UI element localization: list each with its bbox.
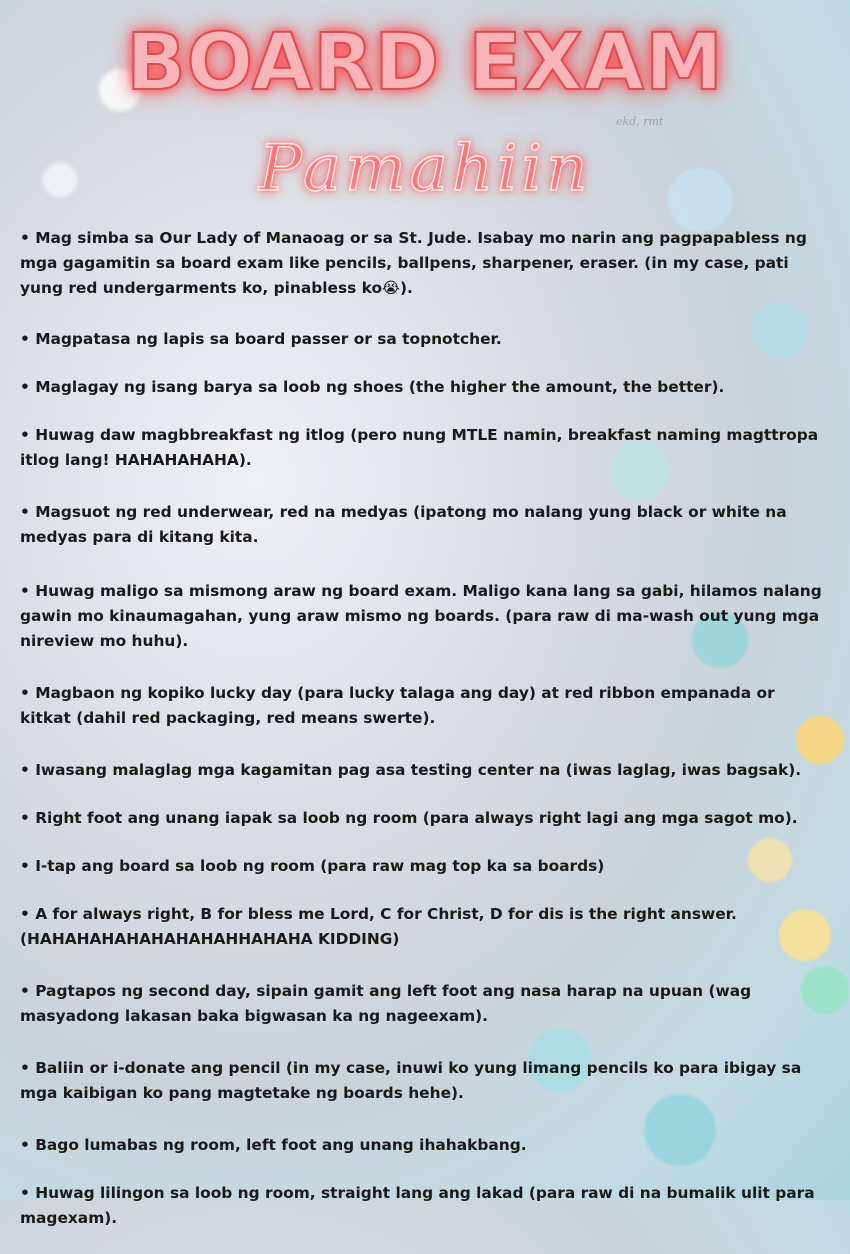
list-item: • Right foot ang unang iapak sa loob ng room (para always right lagi ang mga sagot mo).	[20, 809, 798, 827]
list-item: • Magpatasa ng lapis sa board passer or sa topnotcher.	[20, 330, 502, 348]
list-item: • I-tap ang board sa loob ng room (para raw mag top ka sa boards)	[20, 857, 605, 875]
list-item: • Bago lumabas ng room, left foot ang unang ihahakbang.	[20, 1136, 527, 1154]
page-title: BOARD EXAM	[126, 18, 724, 108]
superstition-list	[20, 226, 830, 1254]
list-item: • Huwag maligo sa mismong araw ng board exam. Maligo kana lang sa gabi, hilamos nalang gawin mo kinaumagahan, yung araw mismo ng boards. (para raw di ma-wash out yung mga nireview mo huhu).	[20, 582, 822, 650]
list-item: • Baliin or i-donate ang pencil (in my case, inuwi ko yung limang pencils ko para ibigay sa mga kaibigan ko pang magtetake ng boards hehe).	[20, 1059, 802, 1102]
list-item: • Iwasang malaglag mga kagamitan pag asa testing center na (iwas laglag, iwas bagsak).	[20, 761, 802, 779]
list-item: • Magbaon ng kopiko lucky day (para lucky talaga ang day) at red ribbon empanada or kitkat (dahil red packaging, red means swerte).	[20, 684, 775, 727]
list-item: • Magsuot ng red underwear, red na medyas (ipatong mo nalang yung black or white na medyas para di kitang kita.	[20, 503, 787, 546]
list-item: • Maglagay ng isang barya sa loob ng shoes (the higher the amount, the better).	[20, 378, 725, 396]
list-item: • Huwag lilingon sa loob ng room, straight lang ang lakad (para raw di na bumalik ulit para magexam).	[20, 1184, 815, 1227]
author-credit: ekd, rmt	[616, 115, 664, 128]
page-subtitle: Pamahiin	[258, 132, 592, 206]
list-item: • Pagtapos ng second day, sipain gamit ang left foot ang nasa harap na upuan (wag masyadong lakasan baka bigwasan ka ng nageexam).	[20, 982, 752, 1025]
title-container	[0, 18, 850, 108]
list-item: • A for always right, B for bless me Lord, C for Christ, D for dis is the right answer. (HAHAHAHAHAHAHAHAHHAHAHA KIDDING)	[20, 905, 737, 948]
list-item: • Mag simba sa Our Lady of Manaoag or sa St. Jude. Isabay mo narin ang pagpapabless ng mga gagamitin sa board exam like pencils, ballpens, sharpener, eraser. (in my case, pati yung red undergarments ko, pinabless ko😭).	[20, 229, 807, 297]
list-item: • Huwag daw magbbreakfast ng itlog (pero nung MTLE namin, breakfast naming magttropa itlog lang! HAHAHAHAHA).	[20, 426, 819, 469]
